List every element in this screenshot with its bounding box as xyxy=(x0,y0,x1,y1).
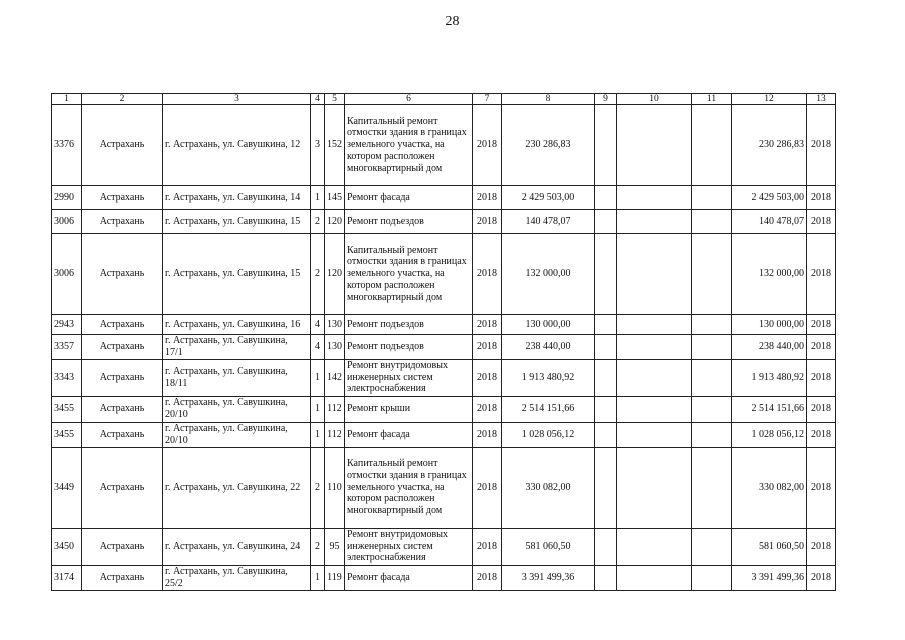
city-cell: Астрахань xyxy=(82,105,163,186)
year-2-cell: 2018 xyxy=(807,565,836,590)
work-type-cell: Ремонт крыши xyxy=(345,396,473,422)
amount-cell: 238 440,00 xyxy=(502,335,595,360)
column-5-cell: 112 xyxy=(325,422,345,447)
header-cell: 2 xyxy=(82,94,163,105)
row-id-cell: 3455 xyxy=(52,396,82,422)
address-cell: г. Астрахань, ул. Савушкина, 15 xyxy=(163,234,311,315)
column-4-cell: 4 xyxy=(311,335,325,360)
total-amount-cell: 3 391 499,36 xyxy=(732,565,807,590)
amount-cell: 330 082,00 xyxy=(502,447,595,528)
year-cell: 2018 xyxy=(473,186,502,210)
column-9-cell xyxy=(595,234,617,315)
header-cell: 3 xyxy=(163,94,311,105)
column-4-cell: 3 xyxy=(311,105,325,186)
row-id-cell: 3450 xyxy=(52,528,82,565)
column-4-cell: 2 xyxy=(311,447,325,528)
column-10-cell xyxy=(617,422,692,447)
page-number: 28 xyxy=(445,14,460,29)
city-cell: Астрахань xyxy=(82,210,163,234)
amount-cell: 2 429 503,00 xyxy=(502,186,595,210)
column-5-cell: 112 xyxy=(325,396,345,422)
row-id-cell: 3376 xyxy=(52,105,82,186)
row-id-cell: 2943 xyxy=(52,315,82,335)
header-cell: 6 xyxy=(345,94,473,105)
year-cell: 2018 xyxy=(473,396,502,422)
row-id-cell: 3006 xyxy=(52,234,82,315)
total-amount-cell: 130 000,00 xyxy=(732,315,807,335)
total-amount-cell: 581 060,50 xyxy=(732,528,807,565)
year-cell: 2018 xyxy=(473,210,502,234)
work-type-cell: Капитальный ремонт отмостки здания в границах земельного участка, на котором расположен многоквартирный дом xyxy=(345,447,473,528)
work-type-cell: Капитальный ремонт отмостки здания в границах земельного участка, на котором расположен многоквартирный дом xyxy=(345,234,473,315)
work-type-cell: Ремонт внутридомовых инженерных систем электроснабжения xyxy=(345,528,473,565)
amount-cell: 130 000,00 xyxy=(502,315,595,335)
table-row xyxy=(52,565,836,590)
header-cell: 1 xyxy=(52,94,82,105)
total-amount-cell: 1 913 480,92 xyxy=(732,359,807,396)
year-cell: 2018 xyxy=(473,359,502,396)
column-11-cell xyxy=(692,422,732,447)
column-10-cell xyxy=(617,234,692,315)
table-row xyxy=(52,528,836,565)
total-amount-cell: 1 028 056,12 xyxy=(732,422,807,447)
header-cell: 5 xyxy=(325,94,345,105)
table-row xyxy=(52,359,836,396)
work-type-cell: Ремонт фасада xyxy=(345,565,473,590)
city-cell: Астрахань xyxy=(82,422,163,447)
table-row xyxy=(52,186,836,210)
document-table xyxy=(51,93,836,591)
row-id-cell: 3174 xyxy=(52,565,82,590)
city-cell: Астрахань xyxy=(82,528,163,565)
address-cell: г. Астрахань, ул. Савушкина, 14 xyxy=(163,186,311,210)
column-11-cell xyxy=(692,105,732,186)
total-amount-cell: 230 286,83 xyxy=(732,105,807,186)
year-2-cell: 2018 xyxy=(807,210,836,234)
work-type-cell: Ремонт фасада xyxy=(345,186,473,210)
address-cell: г. Астрахань, ул. Савушкина, 18/11 xyxy=(163,359,311,396)
row-id-cell: 3455 xyxy=(52,422,82,447)
column-5-cell: 130 xyxy=(325,335,345,360)
header-cell: 7 xyxy=(473,94,502,105)
header-cell: 9 xyxy=(595,94,617,105)
column-4-cell: 1 xyxy=(311,422,325,447)
column-11-cell xyxy=(692,565,732,590)
column-9-cell xyxy=(595,359,617,396)
table-row xyxy=(52,335,836,360)
city-cell: Астрахань xyxy=(82,565,163,590)
total-amount-cell: 140 478,07 xyxy=(732,210,807,234)
table-row xyxy=(52,422,836,447)
amount-cell: 230 286,83 xyxy=(502,105,595,186)
work-type-cell: Ремонт подъездов xyxy=(345,210,473,234)
address-cell: г. Астрахань, ул. Савушкина, 20/10 xyxy=(163,396,311,422)
address-cell: г. Астрахань, ул. Савушкина, 15 xyxy=(163,210,311,234)
amount-cell: 1 913 480,92 xyxy=(502,359,595,396)
address-cell: г. Астрахань, ул. Савушкина, 22 xyxy=(163,447,311,528)
address-cell: г. Астрахань, ул. Савушкина, 16 xyxy=(163,315,311,335)
column-9-cell xyxy=(595,315,617,335)
year-cell: 2018 xyxy=(473,315,502,335)
row-id-cell: 3449 xyxy=(52,447,82,528)
column-4-cell: 1 xyxy=(311,396,325,422)
table-row xyxy=(52,210,836,234)
year-2-cell: 2018 xyxy=(807,422,836,447)
work-type-cell: Капитальный ремонт отмостки здания в границах земельного участка, на котором расположен многоквартирный дом xyxy=(345,105,473,186)
table-row xyxy=(52,315,836,335)
amount-cell: 1 028 056,12 xyxy=(502,422,595,447)
year-2-cell: 2018 xyxy=(807,359,836,396)
address-cell: г. Астрахань, ул. Савушкина, 12 xyxy=(163,105,311,186)
column-5-cell: 142 xyxy=(325,359,345,396)
city-cell: Астрахань xyxy=(82,396,163,422)
column-5-cell: 145 xyxy=(325,186,345,210)
header-cell: 12 xyxy=(732,94,807,105)
header-cell: 10 xyxy=(617,94,692,105)
header-row xyxy=(52,94,836,105)
year-2-cell: 2018 xyxy=(807,105,836,186)
year-2-cell: 2018 xyxy=(807,447,836,528)
column-10-cell xyxy=(617,447,692,528)
work-type-cell: Ремонт фасада xyxy=(345,422,473,447)
total-amount-cell: 132 000,00 xyxy=(732,234,807,315)
column-11-cell xyxy=(692,234,732,315)
total-amount-cell: 238 440,00 xyxy=(732,335,807,360)
work-type-cell: Ремонт внутридомовых инженерных систем электроснабжения xyxy=(345,359,473,396)
column-5-cell: 152 xyxy=(325,105,345,186)
header-cell: 8 xyxy=(502,94,595,105)
total-amount-cell: 2 429 503,00 xyxy=(732,186,807,210)
year-cell: 2018 xyxy=(473,565,502,590)
column-5-cell: 95 xyxy=(325,528,345,565)
header-cell: 13 xyxy=(807,94,836,105)
city-cell: Астрахань xyxy=(82,335,163,360)
row-id-cell: 3343 xyxy=(52,359,82,396)
address-cell: г. Астрахань, ул. Савушкина, 17/1 xyxy=(163,335,311,360)
column-5-cell: 119 xyxy=(325,565,345,590)
year-2-cell: 2018 xyxy=(807,528,836,565)
year-2-cell: 2018 xyxy=(807,234,836,315)
column-10-cell xyxy=(617,105,692,186)
column-11-cell xyxy=(692,315,732,335)
header-cell: 4 xyxy=(311,94,325,105)
column-5-cell: 110 xyxy=(325,447,345,528)
address-cell: г. Астрахань, ул. Савушкина, 25/2 xyxy=(163,565,311,590)
column-9-cell xyxy=(595,396,617,422)
year-cell: 2018 xyxy=(473,447,502,528)
column-4-cell: 2 xyxy=(311,210,325,234)
column-10-cell xyxy=(617,396,692,422)
work-type-cell: Ремонт подъездов xyxy=(345,315,473,335)
amount-cell: 140 478,07 xyxy=(502,210,595,234)
column-9-cell xyxy=(595,565,617,590)
year-2-cell: 2018 xyxy=(807,315,836,335)
address-cell: г. Астрахань, ул. Савушкина, 24 xyxy=(163,528,311,565)
column-11-cell xyxy=(692,335,732,360)
column-11-cell xyxy=(692,447,732,528)
table-row xyxy=(52,105,836,186)
year-cell: 2018 xyxy=(473,335,502,360)
city-cell: Астрахань xyxy=(82,315,163,335)
amount-cell: 2 514 151,66 xyxy=(502,396,595,422)
column-10-cell xyxy=(617,210,692,234)
column-5-cell: 130 xyxy=(325,315,345,335)
row-id-cell: 3006 xyxy=(52,210,82,234)
column-5-cell: 120 xyxy=(325,234,345,315)
column-10-cell xyxy=(617,315,692,335)
column-11-cell xyxy=(692,210,732,234)
column-10-cell xyxy=(617,359,692,396)
column-4-cell: 1 xyxy=(311,359,325,396)
address-cell: г. Астрахань, ул. Савушкина, 20/10 xyxy=(163,422,311,447)
total-amount-cell: 2 514 151,66 xyxy=(732,396,807,422)
column-9-cell xyxy=(595,447,617,528)
column-10-cell xyxy=(617,528,692,565)
column-4-cell: 4 xyxy=(311,315,325,335)
row-id-cell: 2990 xyxy=(52,186,82,210)
city-cell: Астрахань xyxy=(82,447,163,528)
column-4-cell: 2 xyxy=(311,234,325,315)
city-cell: Астрахань xyxy=(82,186,163,210)
amount-cell: 3 391 499,36 xyxy=(502,565,595,590)
column-9-cell xyxy=(595,528,617,565)
year-cell: 2018 xyxy=(473,528,502,565)
year-2-cell: 2018 xyxy=(807,396,836,422)
column-9-cell xyxy=(595,335,617,360)
work-type-cell: Ремонт подъездов xyxy=(345,335,473,360)
column-4-cell: 1 xyxy=(311,565,325,590)
column-11-cell xyxy=(692,396,732,422)
column-10-cell xyxy=(617,335,692,360)
column-4-cell: 1 xyxy=(311,186,325,210)
column-9-cell xyxy=(595,210,617,234)
year-cell: 2018 xyxy=(473,105,502,186)
header-cell: 11 xyxy=(692,94,732,105)
city-cell: Астрахань xyxy=(82,359,163,396)
year-cell: 2018 xyxy=(473,234,502,315)
amount-cell: 581 060,50 xyxy=(502,528,595,565)
table-body xyxy=(52,94,836,591)
year-2-cell: 2018 xyxy=(807,186,836,210)
column-10-cell xyxy=(617,186,692,210)
amount-cell: 132 000,00 xyxy=(502,234,595,315)
column-5-cell: 120 xyxy=(325,210,345,234)
table-row xyxy=(52,396,836,422)
column-9-cell xyxy=(595,422,617,447)
column-11-cell xyxy=(692,186,732,210)
column-9-cell xyxy=(595,186,617,210)
row-id-cell: 3357 xyxy=(52,335,82,360)
year-cell: 2018 xyxy=(473,422,502,447)
table-row xyxy=(52,234,836,315)
column-4-cell: 2 xyxy=(311,528,325,565)
column-11-cell xyxy=(692,528,732,565)
column-9-cell xyxy=(595,105,617,186)
column-11-cell xyxy=(692,359,732,396)
city-cell: Астрахань xyxy=(82,234,163,315)
total-amount-cell: 330 082,00 xyxy=(732,447,807,528)
column-10-cell xyxy=(617,565,692,590)
table-row xyxy=(52,447,836,528)
year-2-cell: 2018 xyxy=(807,335,836,360)
